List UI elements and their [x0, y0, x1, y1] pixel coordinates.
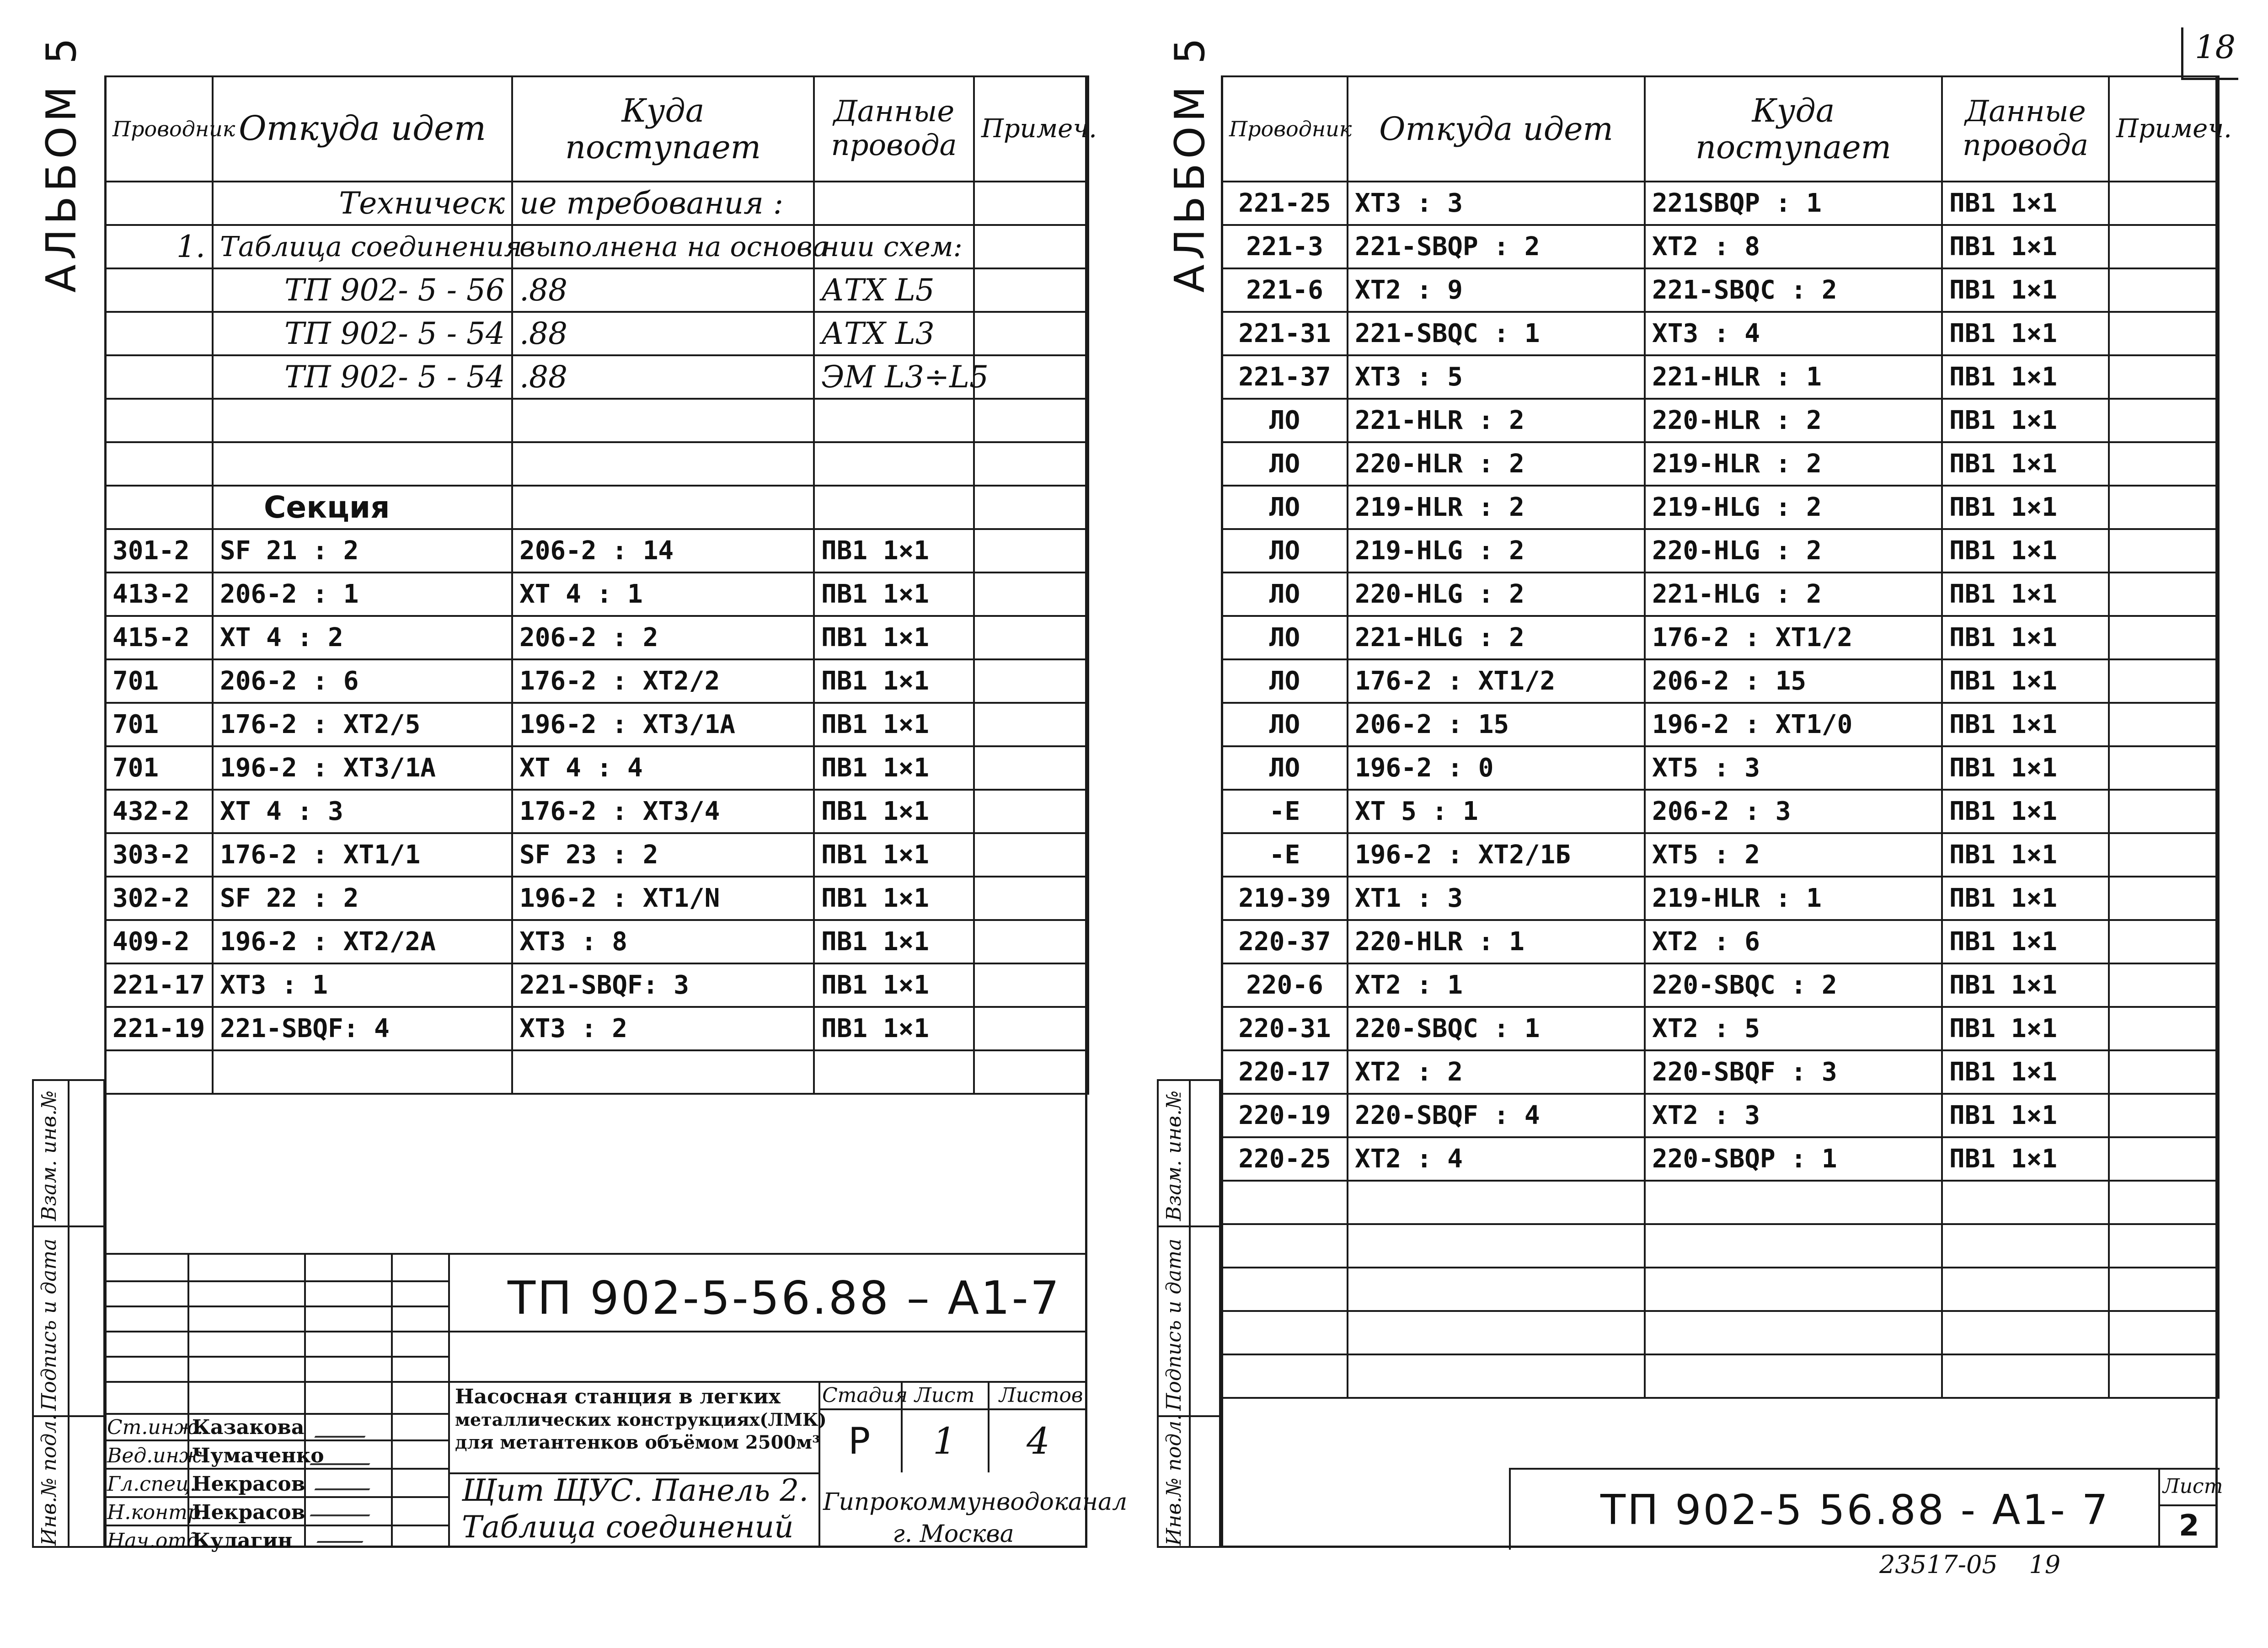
col-data: Данные провода	[814, 76, 974, 182]
album-label-left: АЛЬБОМ 5	[37, 33, 86, 293]
item1-c: нии схем:	[814, 225, 974, 268]
item1-b: выполнена на основа	[512, 225, 814, 268]
footer-code: 23517-05 19	[1879, 1550, 2061, 1579]
tech-req: Техническ	[213, 182, 512, 225]
table-row: 301-2 SF 21 : 2 206-2 : 14 ПВ1 1×1	[105, 529, 1088, 573]
table-row: 221-17 ХТ3 : 1 221-SBQF: 3 ПВ1 1×1	[105, 963, 1088, 1007]
table-row: ЛО 176-2 : ХТ1/2 206-2 : 15 ПВ1 1×1	[1222, 659, 2219, 703]
table-row: ЛО 219-HLR : 2 219-HLG : 2 ПВ1 1×1	[1222, 486, 2219, 529]
role-row: Вед.инж. Чумаченко	[104, 1441, 448, 1470]
right-sheet-frame	[1221, 75, 2218, 1548]
table-row: ЛО 219-HLG : 2 220-HLG : 2 ПВ1 1×1	[1222, 529, 2219, 573]
podpis-label: Подпись и дата	[37, 1238, 61, 1411]
table-row: 701 176-2 : ХТ2/5 196-2 : ХТ3/1А ПВ1 1×1	[105, 703, 1088, 746]
drawing-title: Щит ЩУС. Панель 2. Таблица соединений	[462, 1473, 809, 1545]
table-row: 432-2 ХТ 4 : 3 176-2 : ХТ3/4 ПВ1 1×1	[105, 790, 1088, 833]
col-to: Куда поступает	[512, 76, 814, 182]
right-sheet-value: 2	[2179, 1509, 2199, 1543]
item1-num: 1.	[105, 225, 213, 268]
ref-row: ТП 902- 5 - 54 .88 АТХ L3	[105, 312, 1088, 355]
project-description: Насосная станция в легких металлических конструкциях(ЛМК) для метантенков объёмом 2500м³	[455, 1385, 827, 1453]
table-row: 220-25 ХТ2 : 4 220-SBQP : 1 ПВ1 1×1	[1222, 1137, 2219, 1181]
right-header-row: Проводник Откуда идет Куда поступает Данные провода Примеч.	[1222, 76, 2219, 182]
table-row: 413-2 206-2 : 1 ХТ 4 : 1 ПВ1 1×1	[105, 573, 1088, 616]
sheets-label: Листов	[999, 1384, 1083, 1407]
table-row: 409-2 196-2 : ХТ2/2А ХТ3 : 8 ПВ1 1×1	[105, 920, 1088, 963]
roles-list	[104, 1413, 448, 1553]
table-row: 221-6 ХТ2 : 9 221-SBQC : 2 ПВ1 1×1	[1222, 268, 2219, 312]
table-row: ЛО 196-2 : 0 ХТ5 : 3 ПВ1 1×1	[1222, 746, 2219, 790]
table-row: 220-31 220-SBQC : 1 ХТ2 : 5 ПВ1 1×1	[1222, 1007, 2219, 1050]
table-row: 415-2 ХТ 4 : 2 206-2 : 2 ПВ1 1×1	[105, 616, 1088, 659]
table-row: ЛО 206-2 : 15 196-2 : ХТ1/0 ПВ1 1×1	[1222, 703, 2219, 746]
table-row: 220-19 220-SBQF : 4 ХТ2 : 3 ПВ1 1×1	[1222, 1094, 2219, 1137]
table-row: 303-2 176-2 : ХТ1/1 SF 23 : 2 ПВ1 1×1	[105, 833, 1088, 877]
table-row: 219-39 ХТ1 : 3 219-HLR : 1 ПВ1 1×1	[1222, 877, 2219, 920]
role-row: Гл.спец. Некрасов	[104, 1470, 448, 1498]
signature	[310, 1496, 380, 1516]
table-row: -Е 196-2 : ХТ2/1Б ХТ5 : 2 ПВ1 1×1	[1222, 833, 2219, 877]
album-label-right: АЛЬБОМ 5	[1166, 33, 1214, 293]
right-stamp-code: ТП 902-5 56.88 - А1- 7	[1600, 1486, 2110, 1534]
table-row: 221-31 221-SBQC : 1 ХТ3 : 4 ПВ1 1×1	[1222, 312, 2219, 355]
table-row: 701 196-2 : ХТ3/1А ХТ 4 : 4 ПВ1 1×1	[105, 746, 1088, 790]
inv-label: Инв.№ подл.	[37, 1414, 61, 1546]
page-number: 18	[2195, 28, 2236, 66]
tech-req-b: ие требования :	[512, 182, 814, 225]
right-sheet-label: Лист	[2163, 1475, 2223, 1498]
table-row: 221-37 ХТ3 : 5 221-HLR : 1 ПВ1 1×1	[1222, 355, 2219, 399]
vzam-label: Взам. инв.№	[37, 1090, 61, 1221]
ref-row: ТП 902- 5 - 56 .88 АТХ L5	[105, 268, 1088, 312]
role-row: Ст.инж. Казакова	[104, 1413, 448, 1441]
stamp-code: ТП 902-5-56.88 – А1-7	[508, 1271, 1061, 1325]
table-row: -Е ХТ 5 : 1 206-2 : 3 ПВ1 1×1	[1222, 790, 2219, 833]
table-row: 221-25 ХТ3 : 3 221SBQP : 1 ПВ1 1×1	[1222, 182, 2219, 225]
ref-row: ТП 902- 5 - 54 .88 ЭМ L3÷L5	[105, 355, 1088, 399]
table-row: ЛО 220-HLR : 2 219-HLR : 2 ПВ1 1×1	[1222, 442, 2219, 486]
table-row: ЛО 221-HLR : 2 220-HLR : 2 ПВ1 1×1	[1222, 399, 2219, 442]
stage-label: Стадия	[822, 1384, 908, 1407]
table-row: 302-2 SF 22 : 2 196-2 : ХТ1/N ПВ1 1×1	[105, 877, 1088, 920]
role-row: Нач.отд. Кулагин	[107, 1529, 293, 1552]
table-row: 221-19 221-SBQF: 4 ХТ3 : 2 ПВ1 1×1	[105, 1007, 1088, 1050]
table-row: ЛО 220-HLG : 2 221-HLG : 2 ПВ1 1×1	[1222, 573, 2219, 616]
table-row: 220-37 220-HLR : 1 ХТ2 : 6 ПВ1 1×1	[1222, 920, 2219, 963]
organization: Гипрокоммунводоканал г. Москва	[823, 1488, 1128, 1548]
signature	[310, 1445, 380, 1465]
item1-a: Таблица соединения	[213, 225, 512, 268]
table-row: 220-6 ХТ2 : 1 220-SBQC : 2 ПВ1 1×1	[1222, 963, 2219, 1007]
sheets-value: 4	[1027, 1420, 1050, 1462]
col-wire: Проводник	[105, 76, 213, 182]
stage-value: Р	[848, 1420, 871, 1462]
section-label: Секция	[213, 486, 512, 529]
sheet-value: 1	[933, 1420, 956, 1462]
signature	[314, 1470, 380, 1490]
table-row: ЛО 221-HLG : 2 176-2 : ХТ1/2 ПВ1 1×1	[1222, 616, 2219, 659]
table-row: 220-17 ХТ2 : 2 220-SBQF : 3 ПВ1 1×1	[1222, 1050, 2219, 1094]
role-row: Н.контр. Некрасов	[104, 1498, 448, 1526]
table-row: 221-3 221-SBQP : 2 ХТ2 : 8 ПВ1 1×1	[1222, 225, 2219, 268]
col-note: Примеч.	[974, 76, 1088, 182]
table-row: 701 206-2 : 6 176-2 : ХТ2/2 ПВ1 1×1	[105, 659, 1088, 703]
sheet-label: Лист	[915, 1384, 975, 1407]
col-from: Откуда идет	[213, 76, 512, 182]
